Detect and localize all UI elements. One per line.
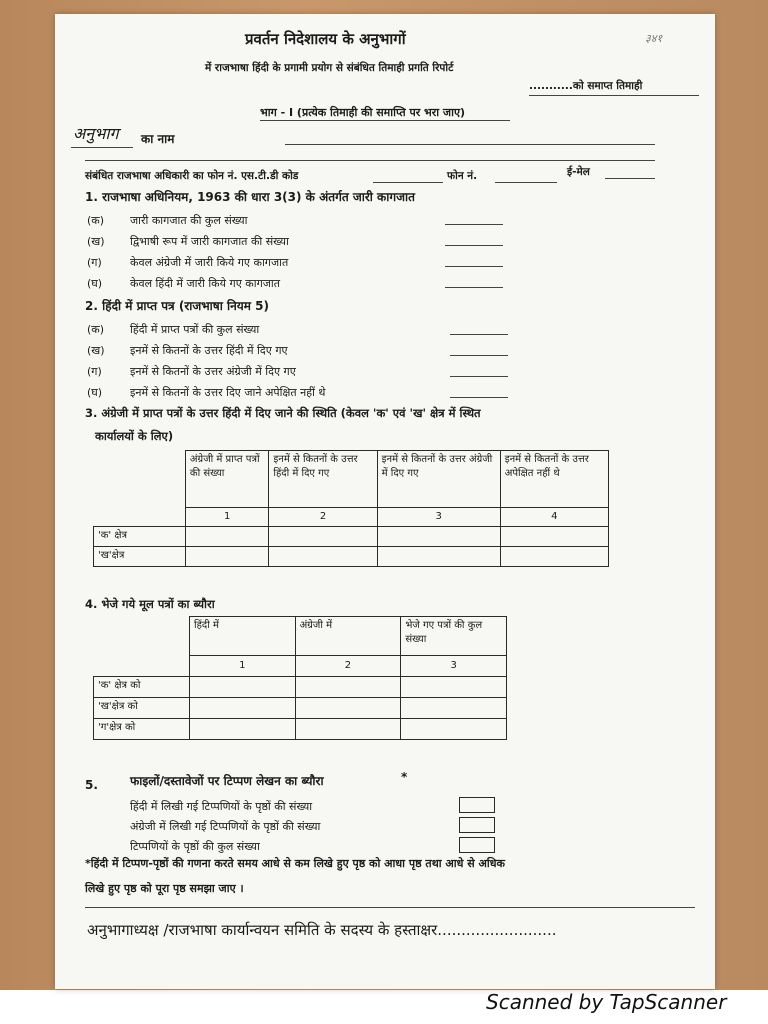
q2-answer-1 <box>450 334 508 335</box>
q5-box-2 <box>459 817 495 833</box>
q3-col-header-1: अंग्रेजी में प्राप्त पत्रों की संख्या <box>185 451 268 508</box>
q5-item-1: हिंदी में लिखी गई टिप्पणियों के पृष्ठों की संख्या <box>130 800 313 813</box>
document-page <box>55 14 715 989</box>
q5-box-1 <box>459 797 495 813</box>
q2-answer-4 <box>450 397 508 398</box>
q3-title-line1: 3. अंग्रेजी में प्राप्त पत्रों के उत्तर हिंदी में दिए जाने की स्थिति (केवल 'क' एवं 'ख' क्षेत्र में स्थित <box>85 406 481 420</box>
q3-row-label-1: 'क' क्षेत्र <box>94 526 186 546</box>
q4-row-label-3: 'ग'क्षेत्र को <box>94 719 190 740</box>
email-label: ई-मेल <box>567 166 590 178</box>
q3-cell <box>377 546 500 566</box>
q4-col-header-3: भेजे गए पत्रों की कुल संख्या <box>401 617 507 656</box>
std-code-line <box>373 182 443 183</box>
page-title: प्रवर्तन निदेशालय के अनुभागों <box>245 30 406 48</box>
q4-row-label-2: 'ख'क्षेत्र को <box>94 698 190 719</box>
q1-item-3: केवल अंग्रेजी में जारी किये गए कागजात <box>130 256 289 269</box>
q3-table <box>93 450 609 567</box>
q3-row-label-2: 'ख'क्षेत्र <box>94 546 186 566</box>
q3-cell <box>500 526 608 546</box>
q3-empty-corner-2 <box>94 508 186 527</box>
signature-divider <box>85 907 695 908</box>
part-heading: भाग - I (प्रत्येक तिमाही की समाप्ति पर भरा जाए) <box>260 106 466 119</box>
q4-cell <box>401 677 507 698</box>
corner-note: ३४१ <box>645 32 663 45</box>
section-name-line <box>285 144 655 145</box>
q4-row-label-1: 'क' क्षेत्र को <box>94 677 190 698</box>
q3-cell <box>269 526 377 546</box>
q1-answer-2 <box>445 245 503 246</box>
q4-cell <box>190 719 296 740</box>
email-line <box>605 178 655 179</box>
report-subtitle: में राजभाषा हिंदी के प्रगामी प्रयोग से संबंधित तिमाही प्रगति रिपोर्ट <box>205 62 454 74</box>
q3-empty-corner <box>94 451 186 508</box>
q4-col-number-2: 2 <box>295 656 401 677</box>
q4-cell <box>295 719 401 740</box>
q3-title-line2: कार्यालयों के लिए) <box>95 429 174 443</box>
q1-mark-4: (घ) <box>87 277 103 290</box>
q1-mark-1: (क) <box>87 214 105 227</box>
officer-phone-label: संबंधित राजभाषा अधिकारी का फोन नं. एस.टी.डी कोड <box>85 170 299 182</box>
q3-col-header-2: इनमें से कितनों के उत्तर हिंदी में दिए गए <box>269 451 377 508</box>
q1-title: 1. राजभाषा अधिनियम, 1963 की धारा 3(3) के अंतर्गत जारी कागजात <box>85 190 415 204</box>
q4-empty-corner <box>94 617 190 656</box>
q2-answer-2 <box>450 355 508 356</box>
q1-answer-4 <box>445 287 503 288</box>
q4-title: 4. भेजे गये मूल पत्रों का ब्यौरा <box>85 597 215 611</box>
q4-cell <box>190 698 296 719</box>
part-underline <box>260 120 510 121</box>
q4-cell <box>401 698 507 719</box>
quarter-underline <box>529 95 699 96</box>
q5-note-line2: लिखे हुए पृष्ठ को पूरा पृष्ठ समझा जाए । <box>85 882 244 895</box>
q4-empty-corner-2 <box>94 656 190 677</box>
q3-col-number-4: 4 <box>500 508 608 527</box>
q2-item-4: इनमें से कितनों के उत्तर दिए जाने अपेक्षित नहीं थे <box>130 386 326 399</box>
q4-cell <box>190 677 296 698</box>
q1-answer-3 <box>445 266 503 267</box>
section-name-label: का नाम <box>141 132 175 146</box>
q2-answer-3 <box>450 376 508 377</box>
q2-title: 2. हिंदी में प्राप्त पत्र (राजभाषा नियम 5) <box>85 299 269 313</box>
q4-col-number-3: 3 <box>401 656 507 677</box>
q1-mark-3: (ग) <box>87 256 102 269</box>
q5-box-3 <box>459 837 495 853</box>
q2-item-3: इनमें से कितनों के उत्तर अंग्रेजी में दिए गए <box>130 365 296 378</box>
q4-cell <box>401 719 507 740</box>
q5-title: फाइलों/दस्तावेजों पर टिप्पण लेखन का ब्यौरा <box>130 774 324 788</box>
q4-col-header-1: हिंदी में <box>190 617 296 656</box>
handwritten-underline <box>71 147 133 148</box>
q3-col-number-2: 2 <box>269 508 377 527</box>
q5-note-line1: *हिंदी में टिप्पण-पृष्ठों की गणना करते समय आधे से कम लिखे हुए पृष्ठ को आधा पृष्ठ तथा आधे से अधिक <box>85 857 505 870</box>
q3-cell <box>500 546 608 566</box>
q2-mark-1: (क) <box>87 323 105 336</box>
q3-cell <box>377 526 500 546</box>
q2-mark-2: (ख) <box>87 344 105 357</box>
q4-table <box>93 616 507 740</box>
section-name-line-2 <box>85 160 655 161</box>
quarter-end: ...........को समाप्त तिमाही <box>529 80 643 92</box>
q4-col-number-1: 1 <box>190 656 296 677</box>
q3-cell <box>269 546 377 566</box>
q1-item-2: द्विभाषी रूप में जारी कागजात की संख्या <box>130 235 289 248</box>
q2-item-2: इनमें से कितनों के उत्तर हिंदी में दिए गए <box>130 344 288 357</box>
q2-mark-3: (ग) <box>87 365 102 378</box>
q3-col-header-3: इनमें से कितनों के उत्तर अंग्रेजी में दिए गए <box>377 451 500 508</box>
q2-mark-4: (घ) <box>87 386 103 399</box>
q5-asterisk: * <box>401 770 408 784</box>
q3-cell <box>185 546 268 566</box>
q2-item-1: हिंदी में प्राप्त पत्रों की कुल संख्या <box>130 323 260 336</box>
q5-item-2: अंग्रेजी में लिखी गई टिप्पणियों के पृष्ठों की संख्या <box>130 820 321 833</box>
q1-item-4: केवल हिंदी में जारी किये गए कागजात <box>130 277 281 290</box>
q3-col-number-3: 3 <box>377 508 500 527</box>
q3-col-number-1: 1 <box>185 508 268 527</box>
q5-item-3: टिप्पणियों के पृष्ठों की कुल संख्या <box>130 840 260 853</box>
q4-cell <box>295 698 401 719</box>
phone-label: फोन नं. <box>447 170 478 182</box>
q5-number: 5. <box>85 778 98 792</box>
q4-col-header-2: अंग्रेजी में <box>295 617 401 656</box>
q1-answer-1 <box>445 224 503 225</box>
q1-item-1: जारी कागजात की कुल संख्या <box>130 214 248 227</box>
q3-col-header-4: इनमें से कितनों के उत्तर अपेक्षित नहीं थे <box>500 451 608 508</box>
scanner-watermark: Scanned by TapScanner <box>486 990 727 1014</box>
q3-cell <box>185 526 268 546</box>
section-handwritten: अनुभाग <box>73 124 119 143</box>
q4-cell <box>295 677 401 698</box>
phone-line <box>495 182 557 183</box>
q1-mark-2: (ख) <box>87 235 105 248</box>
signature-label: अनुभागाध्यक्ष /राजभाषा कार्यान्वयन समिति के सदस्य के हस्ताक्षर......................... <box>87 921 557 939</box>
